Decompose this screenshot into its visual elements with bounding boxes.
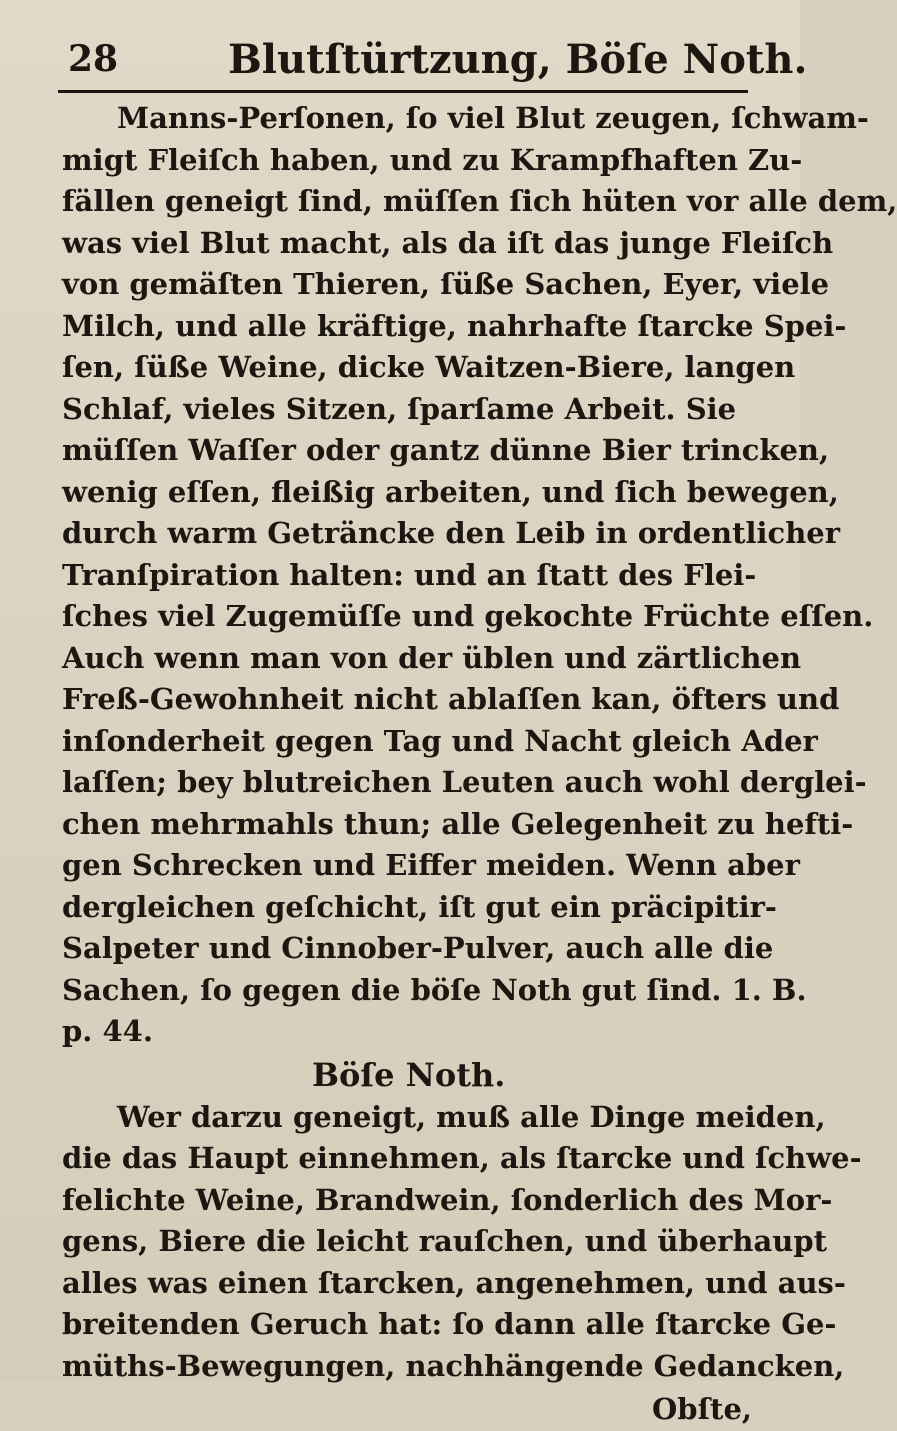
text-line: p. 44. — [62, 1014, 153, 1048]
text-line: gen Schrecken und Eiffer meiden. Wenn aber — [62, 848, 800, 882]
text-line: felichte Weine, Brandwein, ſonderlich des Mor- — [62, 1182, 833, 1217]
header-rule — [58, 90, 748, 93]
text-line: von gemäſten Thieren, ſüße Sachen, Eyer, viele — [62, 267, 830, 301]
text-line: fällen geneigt ſind, müſſen ſich hüten vor alle dem, — [62, 184, 897, 218]
body-text — [62, 98, 897, 1431]
catchword: Obſte, — [652, 1392, 752, 1426]
text-line: Freß-Gewohnheit nicht ablaſſen kan, öfters und — [62, 682, 840, 716]
text-line: inſonderheit gegen Tag und Nacht gleich Ader — [62, 723, 818, 758]
text-line: migt Fleiſch haben, und zu Krampfhaften Zu- — [62, 142, 803, 177]
text-line: Manns-Perſonen, ſo viel Blut zeugen, ſchwam- — [117, 101, 869, 135]
text-line: laſſen; bey blutreichen Leuten auch wohl derglei- — [62, 765, 867, 799]
text-line: Salpeter und Cinnober-Pulver, auch alle die — [62, 931, 774, 965]
text-line: Auch wenn man von der üblen und zärtlichen — [62, 640, 802, 675]
text-line: müths-Bewegungen, nachhängende Gedancken, — [62, 1348, 845, 1383]
text-line: wenig eſſen, fleißig arbeiten, und ſich bewegen, — [62, 474, 839, 509]
text-line: gens, Biere die leicht rauſchen, und überhaupt — [62, 1224, 828, 1258]
running-head: Blutſtürtzung, Böſe Noth. — [228, 36, 808, 83]
text-line: was viel Blut macht, als da iſt das junge Fleiſch — [62, 225, 834, 260]
text-line: Wer darzu geneigt, muß alle Dinge meiden, — [117, 1099, 826, 1134]
text-line: alles was einen ſtarcken, angenehmen, und aus- — [62, 1265, 846, 1300]
text-line: dergleichen geſchicht, iſt gut ein präcipitir- — [62, 889, 777, 924]
page-header — [58, 32, 808, 88]
text-line: Sachen, ſo gegen die böſe Noth gut ſind. 1. B. — [62, 972, 807, 1007]
text-line: Tranſpiration halten: und an ſtatt des Flei- — [62, 557, 757, 592]
text-line: die das Haupt einnehmen, als ſtarcke und ſchwe- — [62, 1141, 862, 1175]
text-line: ſen, ſüße Weine, dicke Waitzen-Biere, langen — [62, 350, 796, 384]
text-line: müſſen Waſſer oder gantz dünne Bier trincken, — [62, 433, 830, 467]
text-line: Schlaf, vieles Sitzen, ſparſame Arbeit. Sie — [62, 391, 737, 426]
text-line: chen mehrmahls thun; alle Gelegenheit zu hefti- — [62, 806, 854, 841]
text-line: durch warm Geträncke den Leib in ordentlicher — [62, 516, 841, 550]
page-number: 28 — [68, 38, 119, 80]
text-line: Milch, und alle kräftige, nahrhafte ſtarcke Spei- — [62, 308, 847, 343]
text-line: ſches viel Zugemüſſe und gekochte Früchte eſſen. — [62, 599, 874, 633]
section-title: Böſe Noth. — [312, 1055, 506, 1094]
text-line: breitenden Geruch hat: ſo dann alle ſtarcke Ge- — [62, 1307, 837, 1341]
